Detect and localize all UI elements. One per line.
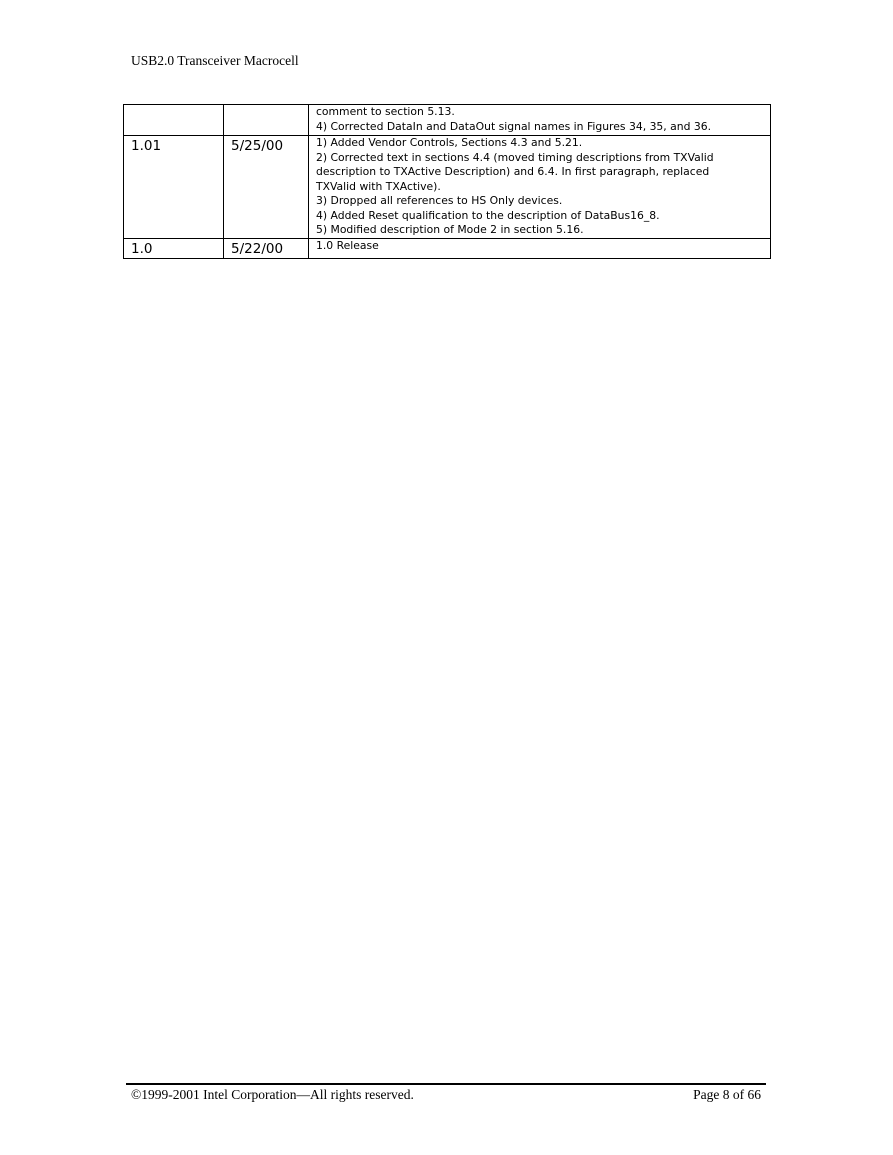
description-line: 2) Corrected text in sections 4.4 (moved timing descriptions from TXValid <box>316 150 714 164</box>
revision-date-cell: 5/22/00 <box>224 238 309 258</box>
revision-version-cell <box>124 105 224 136</box>
description-line: description to TXActive Description) and 6.4. In first paragraph, replaced <box>316 165 710 178</box>
description-line: comment to section 5.13. <box>316 105 455 118</box>
table-row <box>124 238 771 258</box>
revision-description-cell <box>309 105 771 136</box>
revision-date-cell <box>224 105 309 136</box>
revision-date-cell: 5/25/00 <box>224 136 309 239</box>
page-header-title: USB2.0 Transceiver Macrocell <box>131 53 299 68</box>
description-line: 5) Modified description of Mode 2 in section 5.16. <box>316 223 584 236</box>
revision-description-cell <box>309 238 771 258</box>
description-line: 1.0 Release <box>316 238 379 252</box>
footer-divider <box>126 1083 766 1085</box>
revision-version-cell: 1.01 <box>124 136 224 239</box>
description-line: 4) Corrected DataIn and DataOut signal names in Figures 34, 35, and 36. <box>316 119 712 133</box>
description-line: 3) Dropped all references to HS Only devices. <box>316 194 563 207</box>
description-line: 4) Added Reset qualification to the description of DataBus16_8. <box>316 208 660 222</box>
description-line: TXValid with TXActive). <box>316 179 441 193</box>
revision-history-table <box>123 104 771 259</box>
description-line: 1) Added Vendor Controls, Sections 4.3 and 5.21. <box>316 136 583 149</box>
revision-description-cell <box>309 136 771 239</box>
revision-version-cell: 1.0 <box>124 238 224 258</box>
table-row <box>124 136 771 239</box>
footer-page-number: Page 8 of 66 <box>693 1087 761 1102</box>
table-row <box>124 105 771 136</box>
footer-copyright: ©1999-2001 Intel Corporation—All rights reserved. <box>131 1087 414 1102</box>
